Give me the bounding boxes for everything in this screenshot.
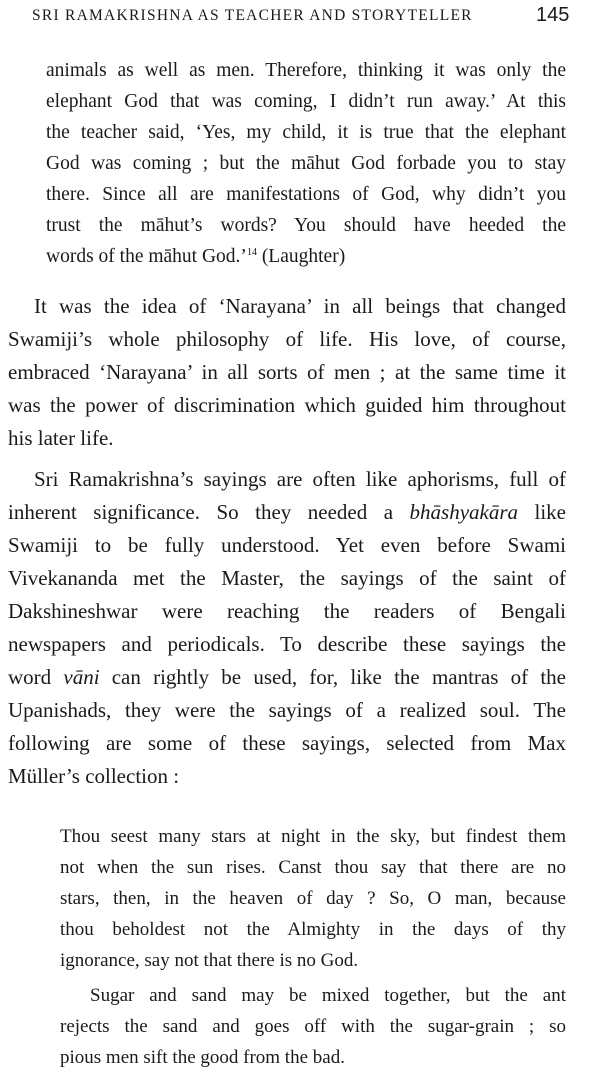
saying-line: stars, then, in the heaven of day ? So, O man, because <box>60 888 566 909</box>
extract-line: elephant God that was coming, I didn’t run away.’ At this <box>46 91 566 112</box>
running-head <box>0 4 600 28</box>
italic-term: vāni <box>63 665 100 689</box>
extract-line: God was coming ; but the māhut God forbade you to stay <box>46 153 566 174</box>
paragraph-line: embraced ‘Narayana’ in all sorts of men ; at the same time it <box>8 360 566 384</box>
paragraph-line: Müller’s collection : <box>8 764 180 788</box>
saying-line: thou beholdest not the Almighty in the days of thy <box>60 919 566 940</box>
paragraph-line: It was the idea of ‘Narayana’ in all beings that changed <box>34 294 566 318</box>
paragraph-text: inherent significance. So they needed a <box>8 500 410 524</box>
paragraph-line: Sri Ramakrishna’s sayings are often like aphorisms, full of <box>34 467 566 491</box>
saying-line: pious men sift the good from the bad. <box>60 1047 345 1068</box>
paragraph-line: newspapers and periodicals. To describe these sayings the <box>8 632 566 656</box>
saying-line: ignorance, say not that there is no God. <box>60 950 359 971</box>
paragraph-line: Vivekananda met the Master, the sayings of the saint of <box>8 566 566 590</box>
extract-text: words of the māhut God.’ <box>46 246 247 267</box>
page-number: 145 <box>536 4 570 26</box>
saying-line: Thou seest many stars at night in the sky, but findest them <box>60 826 566 847</box>
paragraph-line: Swamiji’s whole philosophy of life. His love, of course, <box>8 327 566 351</box>
extract-text: (Laughter) <box>256 246 346 267</box>
paragraph-line: following are some of these sayings, selected from Max <box>8 731 566 755</box>
running-head-title: SRI RAMAKRISHNA AS TEACHER AND STORYTELLER <box>32 7 473 24</box>
extract-line: there. Since all are manifestations of God, why didn’t you <box>46 184 566 205</box>
paragraph-line: Dakshineshwar were reaching the readers of Bengali <box>8 599 566 623</box>
extract-line: trust the māhut’s words? You should have heeded the <box>46 215 566 236</box>
paragraph-text: like <box>518 500 567 524</box>
saying-line: Sugar and sand may be mixed together, but the ant <box>90 985 566 1006</box>
paragraph-line: Swamiji to be fully understood. Yet even before Swami <box>8 533 566 557</box>
saying-line: rejects the sand and goes off with the sugar-grain ; so <box>60 1016 566 1037</box>
footnote-marker: 14 <box>246 247 257 258</box>
paragraph-text: word <box>8 665 64 689</box>
paragraph-text: can rightly be used, for, like the mantras of the <box>99 665 566 689</box>
paragraph-line: his later life. <box>8 426 114 450</box>
paragraph-line: was the power of discrimination which guided him throughout <box>8 393 566 417</box>
extract-line: animals as well as men. Therefore, thinking it was only the <box>46 60 566 81</box>
extract-line-last <box>46 246 345 268</box>
italic-term: bhāshyakāra <box>409 500 519 524</box>
saying-line: not when the sun rises. Canst thou say that there are no <box>60 857 566 878</box>
paragraph-line <box>8 665 566 690</box>
extract-line: the teacher said, ‘Yes, my child, it is true that the elephant <box>46 122 566 143</box>
paragraph-line <box>8 500 566 525</box>
paragraph-line: Upanishads, they were the sayings of a realized soul. The <box>8 698 566 722</box>
